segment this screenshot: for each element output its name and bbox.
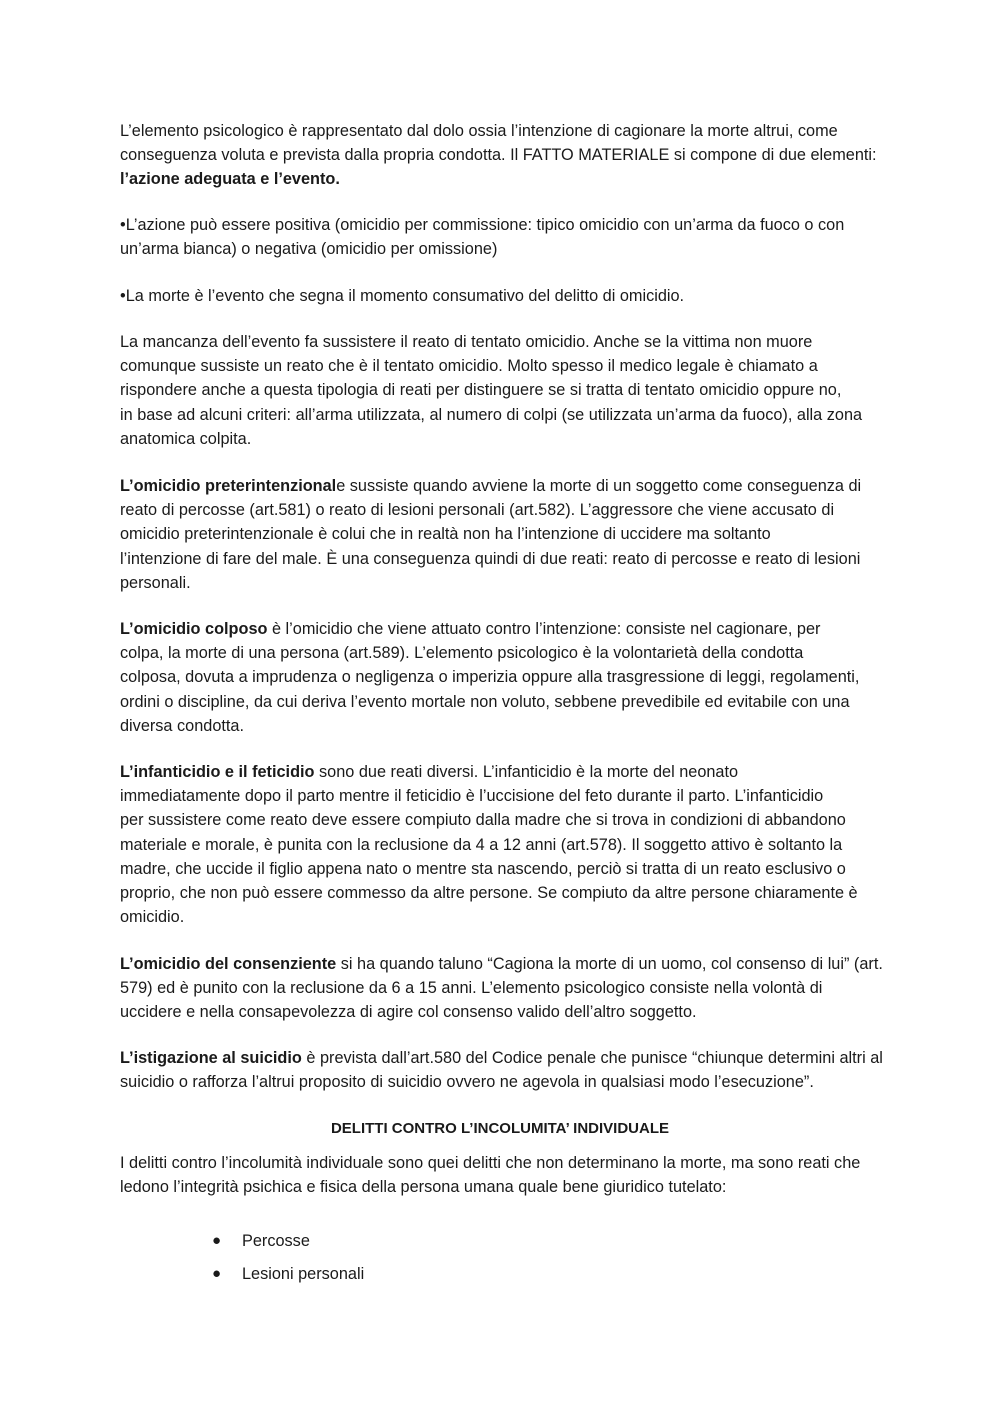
bold-term: L’istigazione al suicidio xyxy=(120,1049,302,1067)
text-line: La mancanza dell’evento fa sussistere il reato di tentato omicidio. Anche se la vittima non muore xyxy=(120,333,813,351)
text-line: omicidio preterintenzionale è colui che in realtà non ha l’intenzione di uccidere ma soltanto xyxy=(120,525,771,544)
paragraph-tentato-omicidio xyxy=(120,330,910,451)
text-line: proprio, che non può essere commesso da altre persone. Se compiuto da altre persone chiaramente è xyxy=(120,884,858,903)
paragraph-istigazione-suicidio: L’istigazione al suicidio è prevista dall’art.580 del Codice penale che punisce “chiunque determini altri al suicidio o rafforza l’altrui proposito di suicidio ovvero ne agevola in qualsiasi modo l’esecuzione”. xyxy=(120,1046,910,1094)
paragraph-omicidio-consenziente: L’omicidio del consenziente si ha quando taluno “Cagiona la morte di un uomo, col consenso di lui” (art. 579) ed è punito con la reclusione da 6 a 15 anni. L’elemento psicologico consiste nella volontà di uccidere e nella consapevolezza di agire col consenso valido dell’altro soggetto. xyxy=(120,952,910,1025)
paragraph-infanticidio: L’infanticidio e il feticidio sono due reati diversi. L’infanticidio è la morte del neonato immediatamente dopo il parto mentre il feticidio è l’uccisione del feto durante il parto. L’infanticidio per sussistere come reato deve essere compiuto dalla madre che si trova in condizioni di abbandono materiale e morale, è punita con la reclusione da 4 a 12 anni (art.578). Il soggetto attivo è soltanto la madre, che uccide il figlio appena nato o mentre sta nascendo, perciò si tratta di un reato esclusivo o proprio, che non può essere commesso da altre persone. Se compiuto da altre persone chiaramente è omicidio. xyxy=(120,760,910,929)
text-line: anatomica colpita. xyxy=(120,429,252,448)
text-line: reato di percosse (art.581) o reato di lesioni personali (art.582). L’aggressore che viene accusato di xyxy=(120,501,835,520)
text-line: rispondere anche a questa tipologia di reati per distinguere se si tratta di tentato omicidio oppure no, xyxy=(120,381,842,400)
text-line: suicidio o rafforza l’altrui proposito di suicidio ovvero ne agevola in qualsiasi modo l’esecuzione”. xyxy=(120,1073,814,1092)
text-line: un’arma bianca) o negativa (omicidio per omissione) xyxy=(120,240,498,259)
text-line: 579) ed è punito con la reclusione da 6 a 15 anni. L’elemento psicologico consiste nella volontà di xyxy=(120,979,823,998)
text-line: personali. xyxy=(120,573,191,592)
text-line: ordini o discipline, da cui deriva l’evento mortale non voluto, sebbene prevedibile ed evitabile con una xyxy=(120,692,850,711)
paragraph-omicidio-preterintenzionale: L’omicidio preterintenzionale sussiste quando avviene la morte di un soggetto come conseguenza di reato di percosse (art.581) o reato di lesioni personali (art.582). L’aggressore che viene accusato di omicidio preterintenzionale è colui che in realtà non ha l’intenzione di uccidere ma soltanto l’intenzione di fare del male. È una conseguenza quindi di due reati: reato di percosse e reato di lesioni personali. xyxy=(120,474,910,595)
text-line: omicidio. xyxy=(120,908,185,927)
text-line: I delitti contro l’incolumità individuale sono quei delitti che non determinano la morte, ma sono reati che xyxy=(120,1154,861,1172)
bold-phrase: l’azione adeguata e l’evento. xyxy=(120,170,340,189)
text-line: ledono l’integrità psichica e fisica della persona umana quale bene giuridico tutelato: xyxy=(120,1178,727,1197)
text-line: •La morte è l’evento che segna il momento consumativo del delitto di omicidio. xyxy=(120,287,685,305)
text-line: •L’azione può essere positiva (omicidio per commissione: tipico omicidio con un’arma da fuoco o con xyxy=(120,216,845,234)
bold-term: L’omicidio preterintenzional xyxy=(120,477,337,495)
text-line: madre, che uccide il figlio appena nato o mentre sta nascendo, perciò si tratta di un reato esclusivo o xyxy=(120,859,846,878)
text-line: immediatamente dopo il parto mentre il feticidio è l’uccisione del feto durante il parto. L’infanticidio xyxy=(120,787,824,806)
bold-term: L’infanticidio e il feticidio xyxy=(120,763,315,781)
text-line: colposa, dovuta a imprudenza o negligenza o imperizia oppure alla trasgressione di leggi, regolamenti, xyxy=(120,668,860,687)
paragraph-elemento-psicologico xyxy=(120,119,910,192)
text-line: l’intenzione di fare del male. È una conseguenza quindi di due reati: reato di percosse e reato di lesioni xyxy=(120,549,861,568)
text-line: in base ad alcuni criteri: all’arma utilizzata, al numero di colpi (se utilizzata un’arma da fuoco), alla zona xyxy=(120,405,863,424)
paragraph-delitti-incolumita xyxy=(120,1151,910,1199)
text-line: comunque sussiste un reato che è il tentato omicidio. Molto spesso il medico legale è chiamato a xyxy=(120,357,818,376)
document-page: L’elemento psicologico è rappresentato dal dolo ossia l’intenzione di cagionare la morte altrui, come conseguenza voluta e prevista dalla propria condotta. Il FATTO MATERIALE si compone di due elementi: l’azione adeguata e l’evento. •L’azione può essere positiva (omicidio per commissione: tipico omicidio con un’arma da fuoco o con un’arma bianca) o negativa (omicidio per omissione) •La morte è l’evento che segna il momento consumativo del delitto di omicidio. La mancanza dell’evento fa sussistere il reato di tentato omicidio. Anche se la vittima non muore comunque sussiste un reato che è il tentato omicidio. Molto spesso il medico legale è chiamato a rispondere anche a questa tipologia di reati per distinguere se si tratta di tentato omicidio oppure no, in base ad alcuni criteri: all’arma utilizzata, al numero di colpi (se utilizzata un’arma da fuoco), alla zona anatomica colpita. L’omicidio preterintenzionale sussiste quando avviene la morte di un soggetto come conseguenza di reato di percosse (art.581) o reato di lesioni personali (art.582). L’aggressore che viene accusato di omicidio preterintenzionale è colui che in realtà non ha l’intenzione di uccidere ma soltanto l’intenzione di fare del male. È una conseguenza quindi di due reati: reato di percosse e reato di lesioni personali. L’omicidio colposo è l’omicidio che viene attuato contro l’intenzione: consiste nel cagionare, per colpa, la morte di una persona (art.589). L’elemento psicologico è la volontarietà della condotta colposa, dovuta a imprudenza o negligenza o imperizia oppure alla trasgressione di leggi, regolamenti, ordini o discipline, da cui deriva l’evento mortale non voluto, sebbene prevedibile ed evitabile con una diversa condotta. L’infanticidio e il feticidio sono due reati diversi. L’infanticidio è la morte del neonato immediatamente dopo il parto mentre il feticidio è l’uccisione del feto durante il parto. L’infanticidio per sussistere come reato deve essere compiuto dalla madre che si trova in condizioni di abbandono materiale e morale, è punita con la reclusione da 4 a 12 anni (art.578). Il soggetto attivo è soltanto la madre, che uccide il figlio appena nato o mentre sta nascendo, perciò si tratta di un reato esclusivo o proprio, che non può essere commesso da altre persone. Se compiuto da altre persone chiaramente è omicidio. L’omicidio del consenziente si ha quando taluno “Cagiona la morte di un uomo, col consenso di lui” (art. 579) ed è punito con la reclusione da 6 a 15 anni. L’elemento psicologico consiste nella volontà di uccidere e nella consapevolezza di agire col consenso valido dell’altro soggetto. L’istigazione al suicidio è prevista dall’art.580 del Codice penale che punisce “chiunque determini altri al suicidio o rafforza l’altrui proposito di suicidio ovvero ne agevola in qualsiasi modo l’esecuzione”. DELITTI CONTRO L’INCOLUMITA’ INDIVIDUALE I delitti contro l’incolumità individuale sono quei delitti che non determinano la morte, ma sono reati che ledono l’integrità psichica e fisica della persona umana quale bene giuridico tutelato: ● Percosse ● Lesioni personali xyxy=(0,0,1000,1414)
text-line: conseguenza voluta e prevista dalla propria condotta. Il FATTO MATERIALE si compone di due elementi: xyxy=(120,146,877,165)
text-line: materiale e morale, è punita con la reclusione da 4 a 12 anni (art.578). Il soggetto attivo è soltanto la xyxy=(120,835,843,854)
bullet-icon: ● xyxy=(212,1265,222,1282)
paragraph-omicidio-colposo: L’omicidio colposo è l’omicidio che viene attuato contro l’intenzione: consiste nel cagionare, per colpa, la morte di una persona (art.589). L’elemento psicologico è la volontarietà della condotta colposa, dovuta a imprudenza o negligenza o imperizia oppure alla trasgressione di leggi, regolamenti, ordini o discipline, da cui deriva l’evento mortale non voluto, sebbene prevedibile ed evitabile con una diversa condotta. xyxy=(120,617,910,738)
paragraph-azione xyxy=(120,213,910,261)
text-line: uccidere e nella consapevolezza di agire col consenso valido dell’altro soggetto. xyxy=(120,1003,697,1022)
text-line: L’elemento psicologico è rappresentato dal dolo ossia l’intenzione di cagionare la morte altrui, come xyxy=(120,122,838,140)
text-line: colpa, la morte di una persona (art.589). L’elemento psicologico è la volontarietà della condotta xyxy=(120,644,804,663)
section-heading: DELITTI CONTRO L’INCOLUMITA’ INDIVIDUALE xyxy=(330,1120,670,1137)
bold-term: L’omicidio del consenziente xyxy=(120,955,337,973)
text-line: per sussistere come reato deve essere compiuto dalla madre che si trova in condizioni di abbandono xyxy=(120,811,846,830)
bold-term: L’omicidio colposo xyxy=(120,620,268,638)
bullet-icon: ● xyxy=(212,1232,222,1249)
paragraph-morte xyxy=(120,284,910,308)
text-line: diversa condotta. xyxy=(120,716,244,735)
